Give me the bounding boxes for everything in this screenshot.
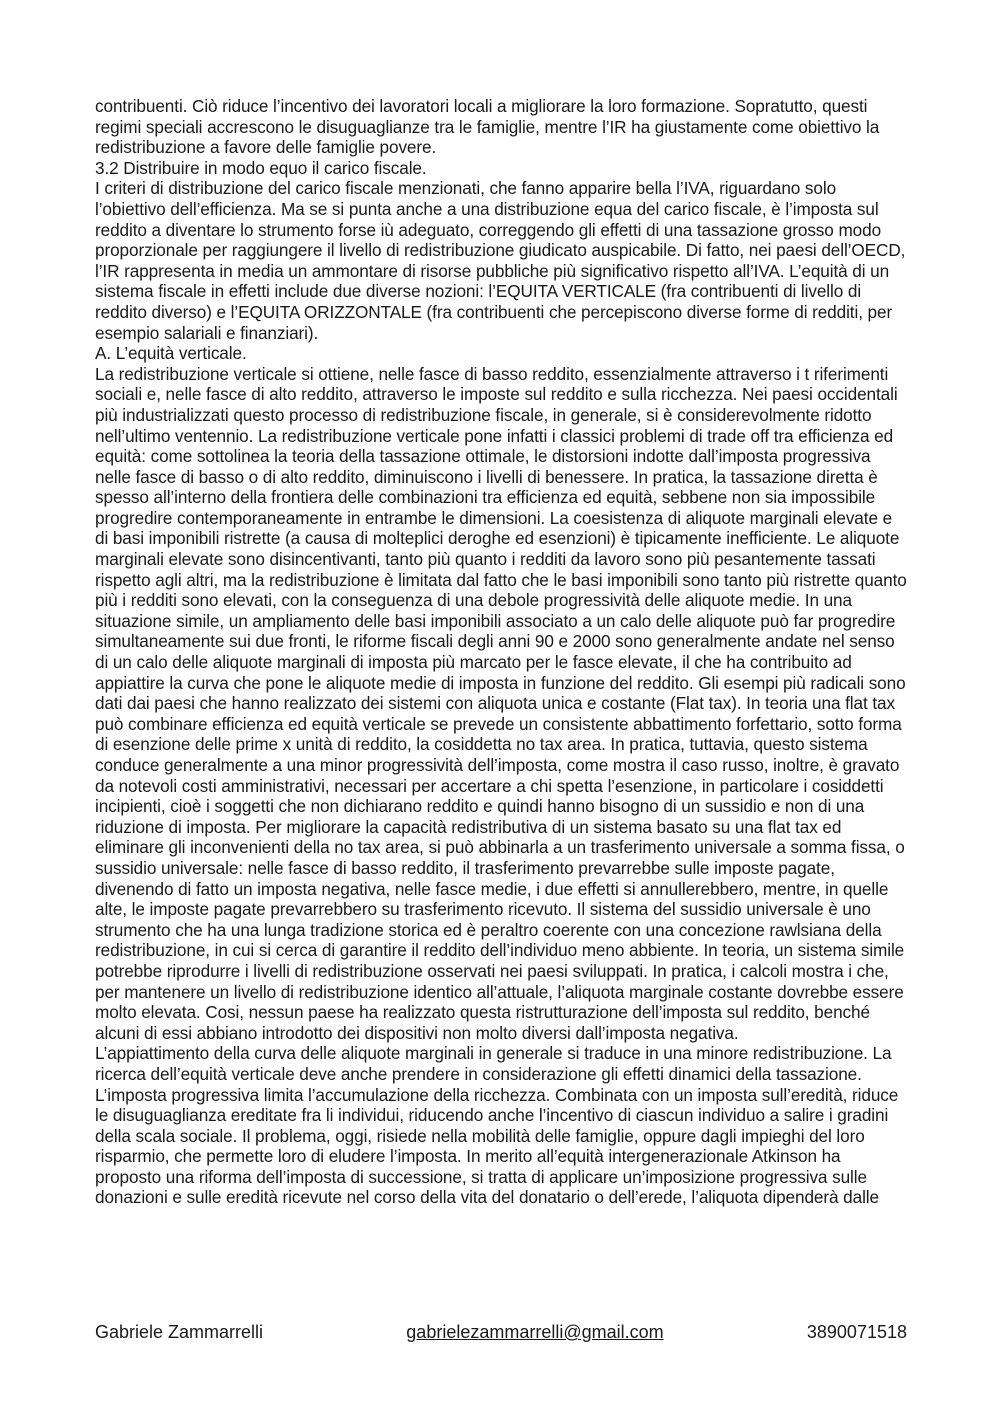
footer-author: Gabriele Zammarrelli — [95, 1322, 264, 1342]
paragraph-vertical-redistribution: La redistribuzione verticale si ottiene, nelle fasce di basso reddito, essenzialmente attraverso i t riferimenti sociali e, nelle fasce di alto reddito, attraverso le imposte sul reddito e sulla ricchezza. Nei paesi occidentali più industrializzati questo processo di redistribuzione fiscale, in generale, si è considerevolmente ridotto nell’ultimo ventennio. La redistribuzione verticale pone infatti i classici problemi di trade off tra efficienza ed equità: come sottolinea la teoria della tassazione ottimale, le distorsioni indotte dall’imposta progressiva nelle fasce di basso o di alto reddito, diminuiscono i livelli di benessere. In pratica, la tassazione diretta è spesso all’interno della frontiera delle combinazioni tra efficienza ed equità, sebbene non sia impossibile progredire contemporaneamente in entrambe le dimensioni. La coesistenza di aliquote marginali elevate e di basi imponibili ristrette (a causa di molteplici deroghe ed esenzioni) è tipicamente inefficiente. Le aliquote marginali elevate sono disincentivanti, tanto più quanto i redditi da lavoro sono più pesantemente tassati rispetto agli altri, ma la redistribuzione è limitata dal fatto che le basi imponibili sono tanto più ristrette quanto più i redditi sono elevati, con la conseguenza di una debole progressività delle aliquote medie. In una situazione simile, un ampliamento delle basi imponibili associato a un calo delle aliquote può far progredire simultaneamente sui due fronti, le riforme fiscali degli anni 90 e 2000 sono generalmente andate nel senso di un calo delle aliquote marginali di imposta più marcato per le fasce elevate, il che ha contribuito ad appiattire la curva che pone le aliquote medie di imposta in funzione del reddito. Gli esempi più radicali sono dati dai paesi che hanno realizzato dei sistemi con aliquota unica e costante (Flat tax). In teoria una flat tax può combinare efficienza ed equità verticale se prevede un consistente abbattimento forfettario, sotto forma di esenzione delle prime x unità di reddito, la cosiddetta no tax area. In pratica, tuttavia, questo sistema conduce generalmente a una minor progressività dell’imposta, come mostra il caso russo, inoltre, è gravato da notevoli costi amministrativi, necessari per accertare a chi spetta l’esenzione, in particolare i cosiddetti incipienti, cioè i soggetti che non dichiarano reddito e quindi hanno bisogno di un sussidio e non di una riduzione di imposta. Per migliorare la capacità redistributiva di un sistema basato su una flat tax ed eliminare gli inconvenienti della no tax area, si può abbinarla a un trasferimento universale a somma fissa, o sussidio universale: nelle fasce di basso reddito, il trasferimento prevarrebbe sulle imposte pagate, divenendo di fatto un imposta negativa, nelle fasce medie, i due effetti si annullerebbero, mentre, in quelle alte, le imposte pagate prevarrebbero su trasferimento ricevuto. Il sistema del sussidio universale è uno strumento che ha una lunga tradizione storica ed è peraltro coerente con una concezione rawlsiana della redistribuzione, in cui si cerca di garantire il reddito dell’individuo meno abbiente. In teoria, un sistema simile potrebbe riprodurre i livelli di redistribuzione osservati nei paesi sviluppati. In pratica, i calcoli mostra i che, per mantenere un livello di redistribuzione identico all’attuale, l’aliquota marginale costante dovrebbe essere molto elevata. Cosi, nessun paese ha realizzato questa ristrutturazione dell’imposta sul reddito, benché alcuni di essi abbiano introdotto dei dispositivi non molto diversi dall’imposta negativa. — [95, 363, 907, 1043]
paragraph-intro: contribuenti. Ciò riduce l’incentivo dei lavoratori locali a migliorare la loro formazione. Sopratutto, questi regimi speciali accrescono le disuguaglianze tra le famiglie, mentre l’IR ha giustamente come obiettivo la redistribuzione a favore delle famiglie povere. — [95, 96, 880, 158]
page-footer — [95, 1322, 907, 1343]
paragraph-distribution: I criteri di distribuzione del carico fiscale menzionati, che fanno apparire bella l’IVA, riguardano solo l’obiettivo dell’efficienza. Ma se si punta anche a una distribuzione equa del carico fiscale, è l’imposta sul reddito a diventare lo strumento forse iù adeguato, correggendo gli effetti di una tassazione grosso modo proporzionale per raggiungere il livello di redistribuzione giudicato auspicabile. Di fatto, nei paesi dell’OECD, l’IR rappresenta in media un ammontare di risorse pubbliche più significativo rispetto all’IVA. L’equità di un sistema fiscale in effetti include due diverse nozioni: l’EQUITA VERTICALE (fra contribuenti di livello di reddito diverso) e l’EQUITA ORIZZONTALE (fra contribuenti che percepiscono diverse forme di redditi, per esempio salariali e finanziari). — [95, 178, 906, 343]
footer-email-link[interactable]: gabrielezammarrelli@gmail.com — [406, 1322, 664, 1342]
section-heading-3-2: 3.2 Distribuire in modo equo il carico fiscale. — [95, 157, 427, 178]
subsection-heading-a: A. L’equità verticale. — [95, 343, 247, 364]
paragraph-marginal-rates: L’appiattimento della curva delle aliquote marginali in generale si traduce in una minore redistribuzione. La ricerca dell’equità verticale deve anche prendere in considerazione gli effetti dinamici della tassazione. L’imposta progressiva limita l’accumulazione della ricchezza. Combinata con un imposta sull’eredità, riduce le disuguaglianza ereditate fra li individui, riducendo anche l’incentivo di ciascun individuo a salire i gradini della scala sociale. Il problema, oggi, risiede nella mobilità delle famiglie, oppure dagli impieghi del loro risparmio, che permette loro di eludere l’imposta. In merito all’equità intergenerazionale Atkinson ha proposto una riforma dell’imposta di successione, si tratta di applicare un’imposizione progressiva sulle donazioni e sulle eredità ricevute nel corso della vita del donatario o dell’erede, l’aliquota dipenderà dalle — [95, 1043, 899, 1208]
body-text — [95, 96, 907, 1208]
footer-phone: 3890071518 — [806, 1322, 907, 1342]
